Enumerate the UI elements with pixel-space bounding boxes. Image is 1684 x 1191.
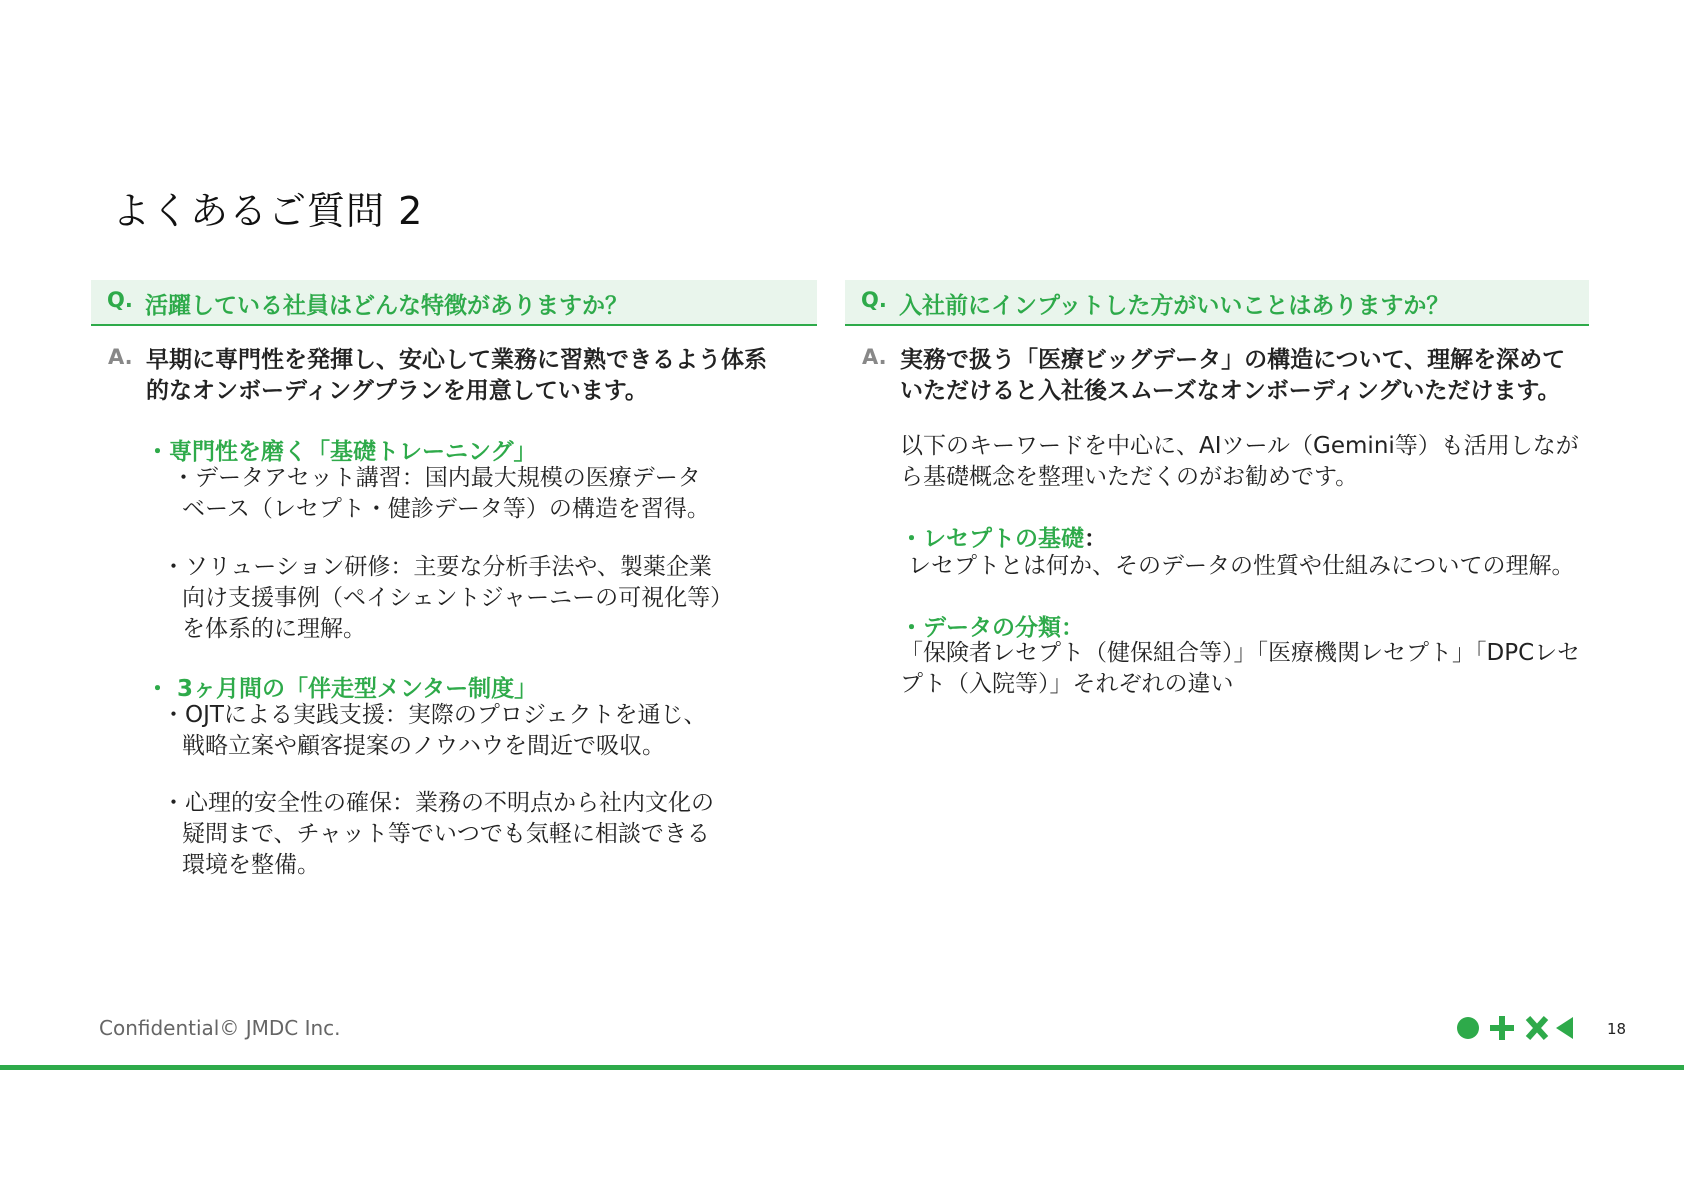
brand-logo — [1456, 1013, 1588, 1043]
keyword-colon: ： — [1084, 526, 1107, 552]
bullet-item — [162, 700, 706, 762]
answer-mark: A. — [108, 345, 133, 369]
cross-icon — [1528, 1018, 1546, 1038]
bullet-line: 向け支援事例（ペイシェントジャーニーの可視化等） — [182, 585, 734, 611]
answer-line: いただけると入社後スムーズなオンボーディングいただけます。 — [900, 378, 1561, 404]
triangle-left-icon — [1556, 1017, 1573, 1039]
keyword-heading — [900, 520, 1107, 553]
bullet-item — [162, 552, 733, 645]
footer-divider — [0, 1065, 1684, 1070]
bullet-line: を体系的に理解。 — [182, 616, 366, 642]
intro-line: 以下のキーワードを中心に、AIツール（Gemini等）も活用しなが — [900, 433, 1579, 459]
bullet-line: ・データアセット講習：国内最大規模の医療データ — [172, 465, 701, 491]
keyword-line: 「保険者レセプト（健保組合等）」「医療機関レセプト」「DPCレセ — [900, 640, 1581, 666]
section-heading: ・専門性を磨く「基礎トレーニング」 — [146, 439, 537, 465]
keyword-text: レセプトとは何か、そのデータの性質や仕組みについての理解。 — [908, 553, 1575, 579]
page-title: よくあるご質問 2 — [112, 189, 424, 233]
answer-line: 的なオンボーディングプランを用意しています。 — [146, 378, 648, 404]
bullet-line: ・ソリューション研修：主要な分析手法や、製薬企業 — [162, 554, 712, 580]
keyword-heading-text: ・レセプトの基礎 — [900, 526, 1084, 552]
bullet-line: 環境を整備。 — [182, 852, 320, 878]
answer-text — [146, 345, 767, 407]
bullet-line: 疑問まで、チャット等でいつでも気軽に相談できる — [182, 821, 710, 847]
answer-line: 早期に専門性を発揮し、安心して業務に習熟できるよう体系 — [146, 347, 767, 373]
question-bar-right — [845, 280, 1589, 326]
page-number: 18 — [1607, 1020, 1627, 1038]
circle-icon — [1457, 1017, 1479, 1039]
bullet-item — [172, 463, 710, 525]
bullet-line: ・OJTによる実践支援：実際のプロジェクトを通じ、 — [162, 702, 707, 728]
keyword-text — [900, 638, 1580, 700]
answer-mark: A. — [862, 345, 887, 369]
question-mark: Q. — [861, 288, 887, 312]
bullet-line: 戦略立案や顧客提案のノウハウを間近で吸収。 — [182, 733, 665, 759]
answer-text — [900, 345, 1565, 407]
bullet-item — [162, 788, 714, 881]
question-bar-left — [91, 280, 817, 326]
section-heading: ・ 3ヶ月間の「伴走型メンター制度」 — [146, 676, 538, 702]
intro-text — [900, 431, 1579, 493]
answer-line: 実務で扱う「医療ビッグデータ」の構造について、理解を深めて — [900, 347, 1566, 373]
question-mark: Q. — [107, 288, 133, 312]
footer-confidential: Confidential© JMDC Inc. — [99, 1016, 341, 1040]
intro-line: ら基礎概念を整理いただくのがお勧めです。 — [900, 464, 1359, 490]
bullet-line: ベース（レセプト・健診データ等）の構造を習得。 — [182, 496, 710, 522]
question-text: 入社前にインプットした方がいいことはありますか？ — [899, 293, 1450, 319]
plus-icon — [1490, 1016, 1514, 1040]
question-text: 活躍している社員はどんな特徴がありますか？ — [145, 293, 628, 319]
keyword-heading: ・データの分類： — [900, 615, 1084, 641]
bullet-line: ・心理的安全性の確保：業務の不明点から社内文化の — [162, 790, 714, 816]
keyword-line: プト（入院等）」それぞれの違い — [900, 671, 1234, 697]
